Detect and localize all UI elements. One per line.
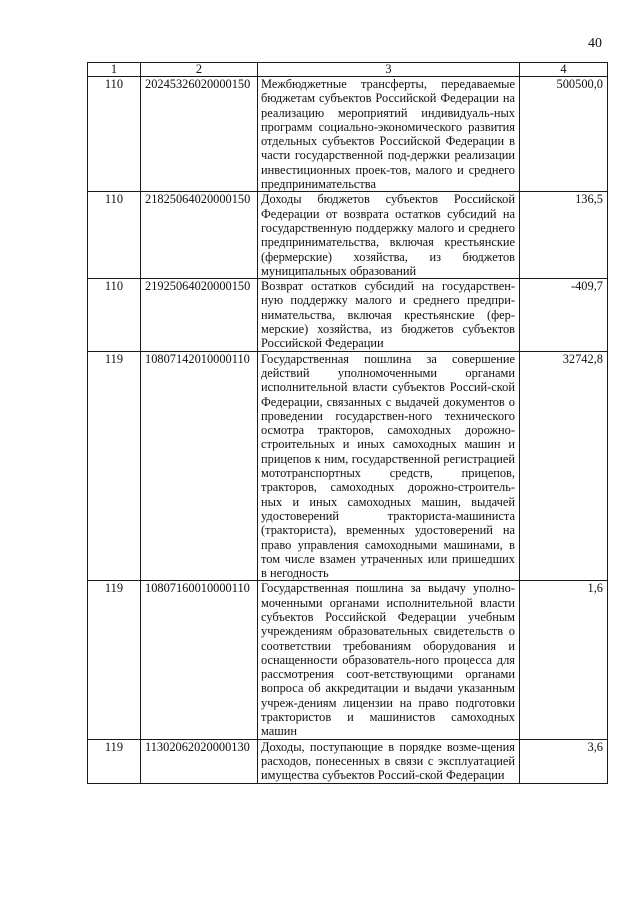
- budget-code-cell: 10807160010000110: [141, 581, 258, 739]
- page-number: 40: [588, 36, 602, 51]
- amount-cell: -409,7: [520, 279, 608, 351]
- table-row: [88, 581, 608, 739]
- column-header-2: 2: [141, 63, 258, 77]
- admin-code-cell: 110: [88, 77, 141, 192]
- budget-revenue-table: [87, 62, 608, 784]
- amount-cell: 500500,0: [520, 77, 608, 192]
- budget-code-cell: 21825064020000150: [141, 192, 258, 279]
- column-header-3: 3: [258, 63, 520, 77]
- admin-code-cell: 110: [88, 279, 141, 351]
- revenue-name-cell: Государственная пошлина за выдачу уполно-моченными органами исполнительной власти субъектов Российской Федерации учебным учреждениям образовательных свидетельств о соответствии требованиям оборудования и оснащенности образователь-ного процесса для рассмотрения соот-ветствующими органами вопроса об аккредитации и выдачи указанным учреж-дениям лицензии на право подготовки трактористов и машинистов самоходных машин: [258, 581, 520, 739]
- admin-code-cell: 119: [88, 351, 141, 581]
- column-header-1: 1: [88, 63, 141, 77]
- amount-cell: 3,6: [520, 739, 608, 783]
- admin-code-cell: 119: [88, 581, 141, 739]
- table-header-row: [88, 63, 608, 77]
- table-row: [88, 351, 608, 581]
- table-row: [88, 739, 608, 783]
- budget-code-cell: 20245326020000150: [141, 77, 258, 192]
- revenue-name-cell: Доходы бюджетов субъектов Российской Федерации от возврата остатков субсидий на государственную поддержку малого и среднего предпринимательства, включая крестьянские (фермерские) хозяйства, из бюджетов муниципальных образований: [258, 192, 520, 279]
- amount-cell: 1,6: [520, 581, 608, 739]
- admin-code-cell: 110: [88, 192, 141, 279]
- revenue-name-cell: Государственная пошлина за совершение действий уполномоченными органами исполнительной власти субъектов Россий-ской Федерации, связанных с выдачей документов о проведении государствен-ного технического осмотра тракторов, самоходных дорожно-строительных и иных самоходных машин и прицепов к ним, государственной регистрацией мототранспортных средств, прицепов, тракторов, самоходных дорожно-строитель-ных и иных самоходных машин, выдачей удостоверений тракториста-машиниста (тракториста), временных удостоверений на право управления самоходными машинами, в том числе взамен утраченных или пришедших в негодность: [258, 351, 520, 581]
- revenue-name-cell: Межбюджетные трансферты, передаваемые бюджетам субъектов Российской Федерации на реализацию мероприятий индивидуаль-ных программ социально-экономического развития отдельных субъектов Российской Федерации в части государственной под-держки реализации инвестиционных проек-тов, малого и среднего предпринимательства: [258, 77, 520, 192]
- column-header-4: 4: [520, 63, 608, 77]
- revenue-name-cell: Возврат остатков субсидий на государствен-ную поддержку малого и среднего предпри-нимательства, включая крестьянские (фер-мерские) хозяйства, из бюджетов субъектов Российской Федерации: [258, 279, 520, 351]
- budget-code-cell: 11302062020000130: [141, 739, 258, 783]
- amount-cell: 32742,8: [520, 351, 608, 581]
- admin-code-cell: 119: [88, 739, 141, 783]
- amount-cell: 136,5: [520, 192, 608, 279]
- revenue-name-cell: Доходы, поступающие в порядке возме-щения расходов, понесенных в связи с эксплуатацией имущества субъектов Россий-ской Федерации: [258, 739, 520, 783]
- table-row: [88, 279, 608, 351]
- table-row: [88, 77, 608, 192]
- table-row: [88, 192, 608, 279]
- budget-code-cell: 10807142010000110: [141, 351, 258, 581]
- budget-code-cell: 21925064020000150: [141, 279, 258, 351]
